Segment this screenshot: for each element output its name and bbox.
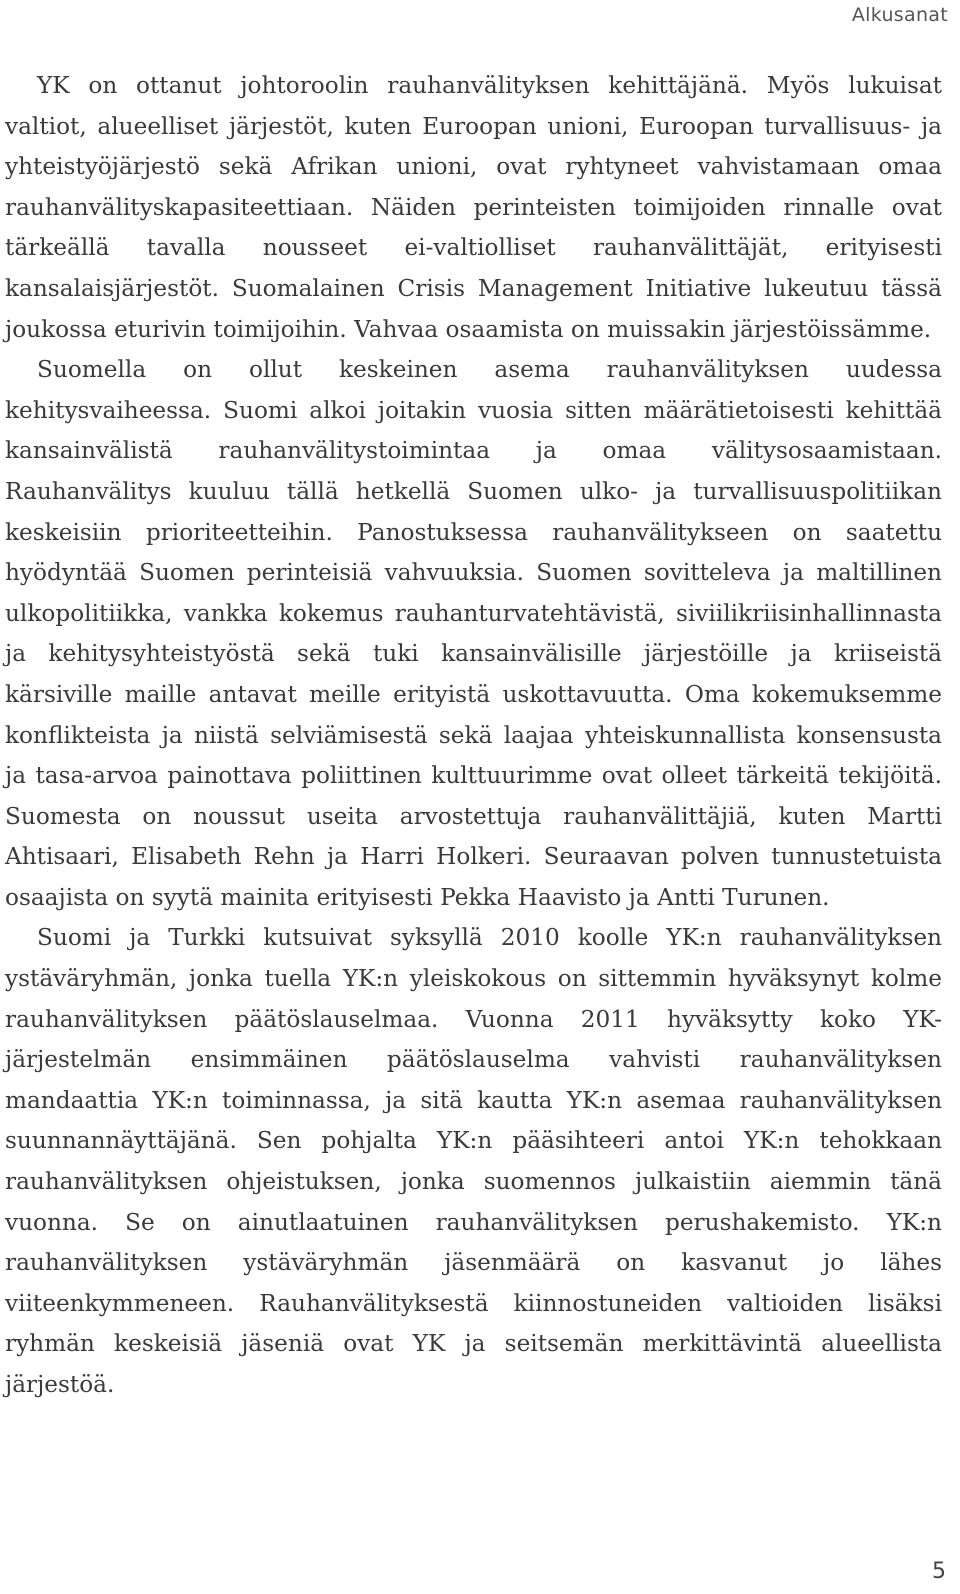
paragraph-3: Suomi ja Turkki kutsuivat syksyllä 2010 koolle YK:n rauhanvälityksen ystäväryhmän, jonka tuella YK:n yleiskokous on sittemmin hyväksynyt kolme rauhanvälityksen päätöslauselmaa. Vuonna 2011 hyväksytty koko YK-järjestelmän ensimmäinen päätöslauselma vahvisti rauhanvälityksen mandaattia YK:n toiminnassa, ja sitä kautta YK:n asemaa rauhanvälityksen suunnannäyttäjänä. Sen pohjalta YK:n pääsihteeri antoi YK:n tehokkaan rauhanvälityksen ohjeistuksen, jonka suomennos julkaistiin aiemmin tänä vuonna. Se on ainutlaatuinen rauhanvälityksen perushakemisto. YK:n rauhanvälityksen ystäväryhmän jäsenmäärä on kasvanut jo lähes viiteenkymmeneen. Rauhanvälityksestä kiinnostuneiden valtioiden lisäksi ryhmän keskeisiä jäseniä ovat YK ja seitsemän merkittävintä alueellista järjestöä. bbox=[5, 924, 942, 1398]
paragraph-1: YK on ottanut johtoroolin rauhanvälityksen kehittäjänä. Myös lukuisat valtiot, alueelliset järjestöt, kuten Euroopan unioni, Euroopan turvallisuus- ja yhteistyöjärjestö sekä Afrikan unioni, ovat ryhtyneet vahvistamaan omaa rauhanvälityskapasiteettiaan. Näiden perinteisten toimijoiden rinnalle ovat tärkeällä tavalla nousseet ei-valtiolliset rauhanvälittäjät, erityisesti kansalaisjärjestöt. Suomalainen Crisis Management Initiative lukeutuu tässä joukossa eturivin toimijoihin. Vahvaa osaamista on muissakin järjestöissämme. bbox=[5, 72, 942, 343]
body-text bbox=[5, 66, 942, 1406]
paragraph-2: Suomella on ollut keskeinen asema rauhanvälityksen uudessa kehitysvaiheessa. Suomi alkoi joitakin vuosia sitten määrätietoisesti kehittää kansainvälistä rauhanvälitystoimintaa ja omaa välitysosaamistaan. Rauhanvälitys kuuluu tällä hetkellä Suomen ulko- ja turvallisuuspolitiikan keskeisiin prioriteetteihin. Panostuksessa rauhanvälitykseen on saatettu hyödyntää Suomen perinteisiä vahvuuksia. Suomen sovitteleva ja maltillinen ulkopolitiikka, vankka kokemus rauhanturvatehtävistä, siviilikriisinhallinnasta ja kehitysyhteistyöstä sekä tuki kansainvälisille järjestöille ja kriiseistä kärsiville maille antavat meille erityistä uskottavuutta. Oma kokemuksemme konflikteista ja niistä selviämisestä sekä laajaa yhteiskunnallista konsensusta ja tasa-arvoa painottava poliittinen kulttuurimme ovat olleet tärkeitä tekijöitä. Suomesta on noussut useita arvostettuja rauhanvälittäjiä, kuten Martti Ahtisaari, Elisabeth Rehn ja Harri Holkeri. Seuraavan polven tunnustetuista osaajista on syytä mainita erityisesti Pekka Haavisto ja Antti Turunen. bbox=[5, 356, 942, 911]
page-number: 5 bbox=[932, 1559, 946, 1584]
running-header: Alkusanat bbox=[851, 4, 948, 26]
